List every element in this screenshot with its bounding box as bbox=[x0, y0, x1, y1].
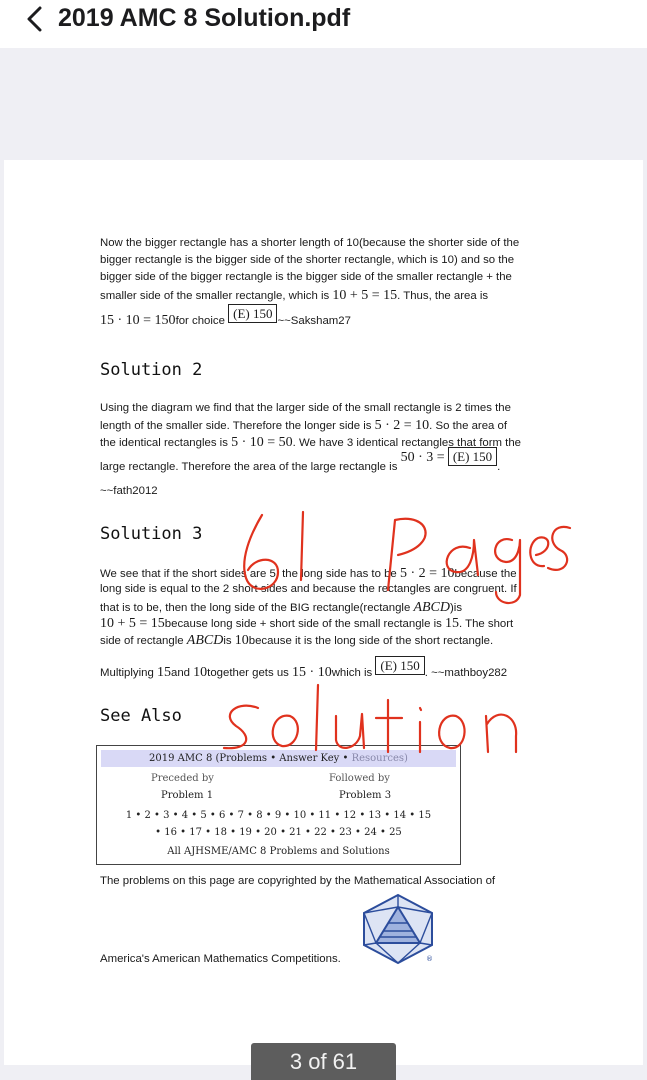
para2-line4: large rectangle. Therefore the area of the large rectangle is 50 · 3 = (E) 150. bbox=[100, 449, 501, 473]
para3-line3: that is to be, then the long side of the BIG rectangle(rectangle ABCD)is bbox=[100, 600, 463, 615]
para1-line5: 15 · 10 = 150for choice (E) 150 ~~Saksham27 bbox=[100, 306, 351, 328]
para3-line5: side of rectangle ABCDis 10because it is the long side of the short rectangle. bbox=[100, 633, 494, 648]
answer-box: (E) 150 bbox=[375, 656, 424, 675]
followed-label: Followed by bbox=[329, 773, 390, 784]
answer-box: (E) 150 bbox=[448, 447, 497, 466]
svg-text:®: ® bbox=[426, 955, 433, 963]
answer-box: (E) 150 bbox=[228, 304, 277, 323]
para3-line6: Multiplying 15and 10together gets us 15 · 10which is (E) 150 . ~~mathboy282 bbox=[100, 658, 508, 680]
top-bar bbox=[0, 0, 647, 48]
para1-line3: bigger side of the bigger rectangle is the bigger side of the smaller rectangle + the bbox=[100, 271, 512, 283]
para1-line2: bigger rectangle is the bigger side of the shorter rectangle, which is 10) and so the bbox=[100, 254, 515, 266]
page-indicator: 3 of 61 bbox=[251, 1043, 396, 1080]
problem-links-row2[interactable]: • 16 • 17 • 18 • 19 • 20 • 21 • 22 • 23 • 24 • 25 bbox=[155, 827, 402, 838]
resources-link[interactable]: Resources) bbox=[351, 753, 408, 764]
solution2-heading: Solution 2 bbox=[100, 360, 203, 380]
chevron-left-icon[interactable] bbox=[24, 6, 48, 32]
navigation-box bbox=[96, 745, 461, 865]
para1-line4: smaller side of the smaller rectangle, which is 10 + 5 = 15. Thus, the area is bbox=[100, 288, 489, 303]
para2-author: ~~fath2012 bbox=[100, 485, 158, 497]
all-problems-link[interactable]: All AJHSME/AMC 8 Problems and Solutions bbox=[167, 846, 390, 857]
copyright-line2: America's American Mathematics Competitions. bbox=[100, 953, 341, 965]
nav-header bbox=[101, 750, 456, 767]
para2-line2: length of the smaller side. Therefore the longer side is 5 · 2 = 10. So the area of bbox=[100, 418, 508, 433]
para3-line2: long side is equal to the 2 short sides and because the rectangles are congruent. If bbox=[100, 583, 517, 595]
problem-links-row1[interactable]: 1 • 2 • 3 • 4 • 5 • 6 • 7 • 8 • 9 • 10 • 11 • 12 • 13 • 14 • 15 bbox=[125, 810, 432, 821]
solution3-heading: Solution 3 bbox=[100, 524, 203, 544]
followed-link[interactable]: Problem 3 bbox=[339, 790, 392, 801]
copyright-line1: The problems on this page are copyrighted by the Mathematical Association of bbox=[100, 875, 496, 887]
document-title: 2019 AMC 8 Solution.pdf bbox=[58, 4, 351, 32]
preceded-link[interactable]: Problem 1 bbox=[161, 790, 214, 801]
maa-icosahedron-logo-icon bbox=[358, 893, 438, 965]
para3-line4: 10 + 5 = 15because long side + short side of the small rectangle is 15. The short bbox=[100, 616, 514, 631]
para2-line1: Using the diagram we find that the larger side of the small rectangle is 2 times the bbox=[100, 402, 511, 414]
nav-header-links[interactable]: 2019 AMC 8 (Problems • Answer Key • bbox=[149, 753, 352, 764]
para1-line1: Now the bigger rectangle has a shorter length of 10(because the shorter side of the bbox=[100, 237, 520, 249]
para3-line1: We see that if the short sides are 5, the long side has to be 5 · 2 = 10because the bbox=[100, 566, 517, 581]
para2-line3: the identical rectangles is 5 · 10 = 50. We have 3 identical rectangles that form the bbox=[100, 435, 521, 450]
see-also-heading: See Also bbox=[100, 706, 182, 726]
preceded-label: Preceded by bbox=[151, 773, 214, 784]
